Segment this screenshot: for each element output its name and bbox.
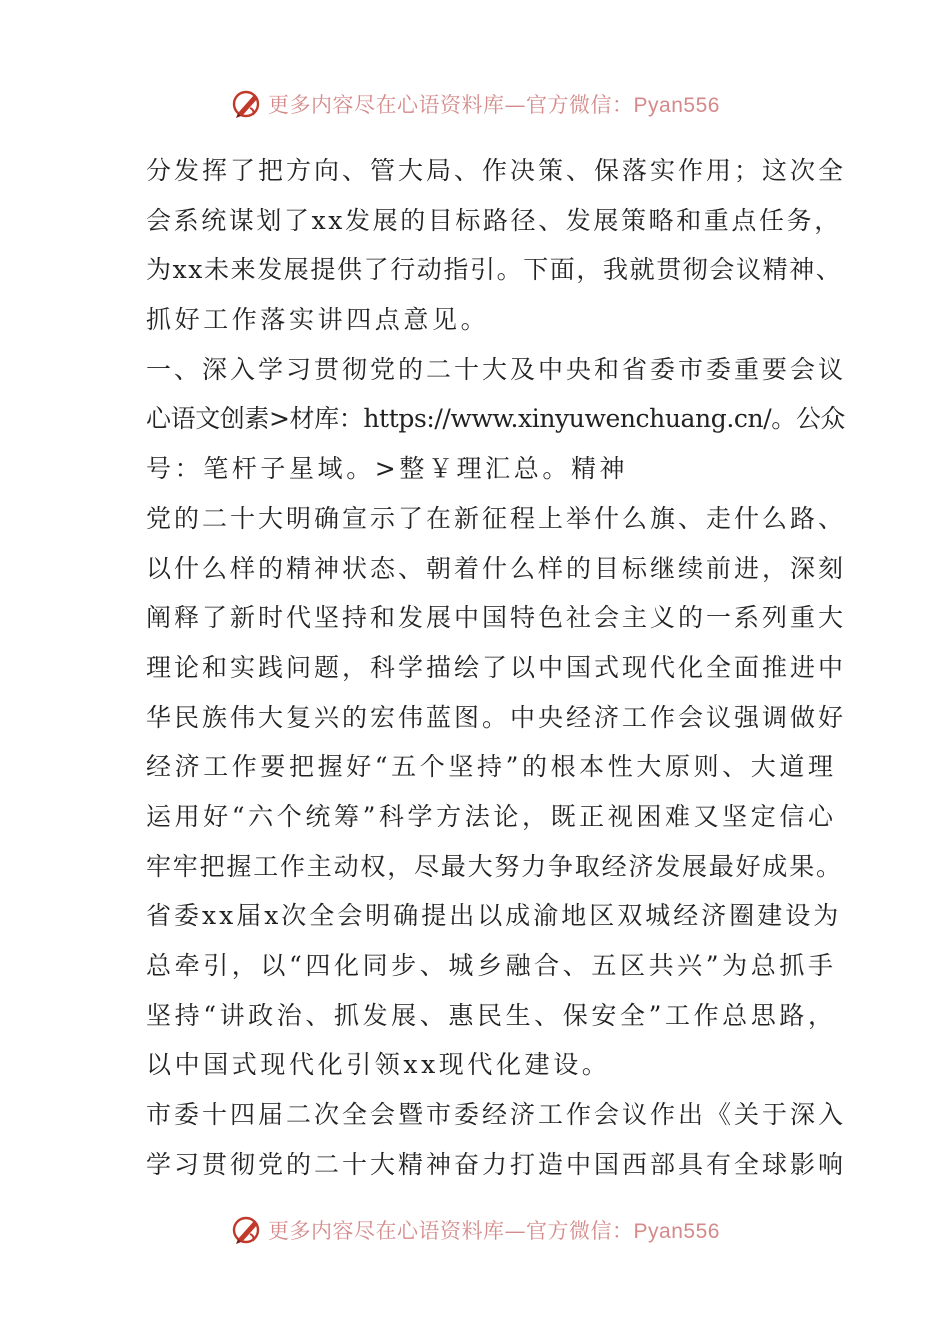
footer-banner	[0, 1210, 950, 1250]
text-line: 总牵引，以“四化同步、城乡融合、五区共兴”为总抓手	[146, 951, 837, 980]
text-line: 分发挥了把方向、管大局、作决策、保落实作用；这次全	[146, 156, 847, 185]
banner-slogan: 更多内容尽在心语资料库	[268, 1219, 505, 1243]
text-line: 坚持“讲政治、抓发展、惠民生、保安全”工作总思路，	[146, 1000, 837, 1030]
banner-label: 官方微信：	[526, 1219, 634, 1243]
banner-label: 官方微信：	[526, 93, 634, 117]
text-line: 以中国式现代化引领xx现代化建设。	[146, 1050, 611, 1080]
text-line: 学习贯彻党的二十大精神奋力打造中国西部具有全球影响	[146, 1149, 847, 1179]
document-body	[146, 146, 846, 1189]
banner-slogan: 更多内容尽在心语资料库	[268, 93, 505, 117]
banner-separator: —	[504, 93, 527, 117]
header-banner-text	[268, 89, 720, 119]
text-line: 党的二十大明确宣示了在新征程上举什么旗、走什么路、	[146, 503, 847, 533]
text-line: 运用好“六个统筹”科学方法论，既正视困难又坚定信心	[146, 801, 837, 831]
banner-separator: —	[504, 1219, 527, 1243]
text-line: 阐释了新时代坚持和发展中国特色社会主义的一系列重大	[146, 603, 847, 633]
text-line: 理论和实践问题，科学描绘了以中国式现代化全面推进中	[146, 652, 847, 682]
header-banner	[0, 84, 950, 124]
pen-logo-icon	[230, 1213, 264, 1247]
pen-logo-icon	[230, 87, 264, 121]
banner-wechat-id: Pyan556	[633, 94, 720, 117]
text-line: 心语文创素>材库：https://www.xinyuwenchuang.cn/。公众	[146, 404, 846, 434]
text-line: 会系统谋划了xx发展的目标路径、发展策略和重点任务，	[146, 205, 842, 235]
text-line: 为xx未来发展提供了行动指引。下面，我就贯彻会议精神、	[146, 255, 843, 285]
text-line: 华民族伟大复兴的宏伟蓝图。中央经济工作会议强调做好	[146, 702, 847, 732]
text-line: 省委xx届x次全会明确提出以成渝地区双城经济圈建设为	[146, 901, 842, 931]
section-heading: 一、深入学习贯彻党的二十大及中央和省委市委重要会议	[146, 354, 847, 384]
text-line: 牢牢把握工作主动权，尽最大努力争取经济发展最好成果。	[146, 851, 843, 881]
text-line: 市委十四届二次全会暨市委经济工作会议作出《关于深入	[146, 1100, 847, 1130]
banner-wechat-id: Pyan556	[633, 1220, 720, 1243]
text-line: 号：笔杆子星域。>整￥理汇总。精神	[146, 454, 629, 484]
text-line: 抓好工作落实讲四点意见。	[146, 305, 490, 335]
footer-banner-text	[268, 1215, 720, 1245]
text-line: 经济工作要把握好“五个坚持”的根本性大原则、大道理	[146, 752, 837, 782]
text-line: 以什么样的精神状态、朝着什么样的目标继续前进，深刻	[146, 553, 847, 583]
